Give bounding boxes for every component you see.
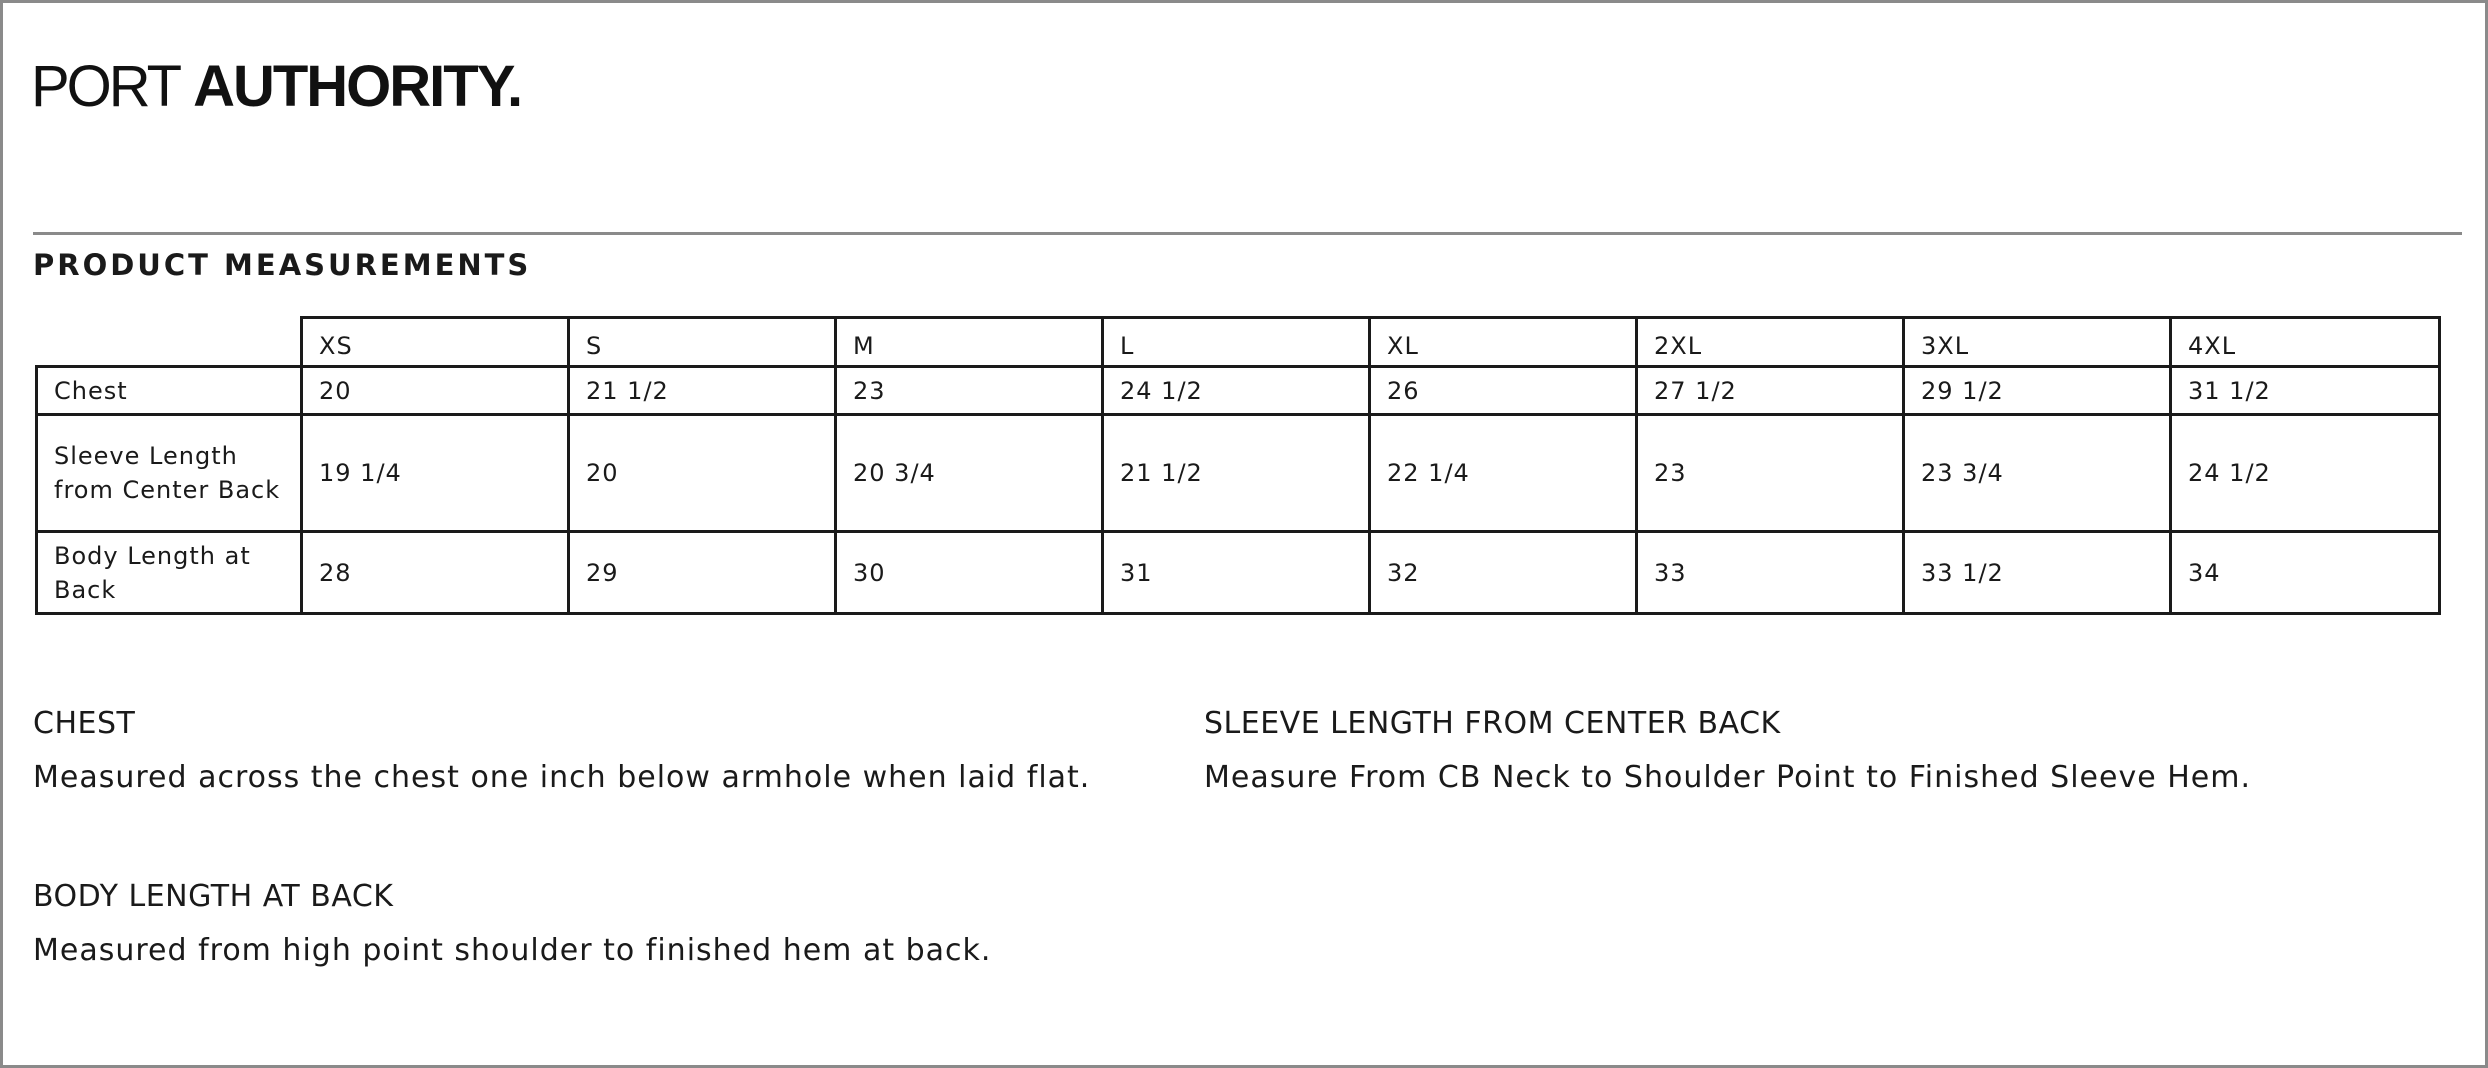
size-header-3xl: 3XL: [1904, 318, 2171, 367]
table-cell: 30: [836, 532, 1103, 614]
measurements-table: [35, 316, 2441, 615]
table-cell: 19 1/4: [302, 415, 569, 532]
table-cell: 27 1/2: [1637, 367, 1904, 415]
table-cell: 23: [836, 367, 1103, 415]
row-label-chest: Chest: [37, 367, 302, 415]
table-cell: 29 1/2: [1904, 367, 2171, 415]
note-text-body-length: Measured from high point shoulder to finished hem at back.: [33, 933, 992, 968]
size-header-xl: XL: [1370, 318, 1637, 367]
table-cell: 20 3/4: [836, 415, 1103, 532]
section-title: PRODUCT MEASUREMENTS: [33, 248, 532, 282]
table-cell: 33: [1637, 532, 1904, 614]
header-divider: [33, 232, 2462, 235]
table-cell: 24 1/2: [1103, 367, 1370, 415]
size-header-2xl: 2XL: [1637, 318, 1904, 367]
table-cell: 31 1/2: [2171, 367, 2440, 415]
measurement-note-chest: [33, 704, 1090, 798]
note-heading-body-length: BODY LENGTH AT BACK: [33, 879, 394, 914]
brand-logo-word-authority: AUTHORITY.: [193, 54, 522, 119]
size-header-xs: XS: [302, 318, 569, 367]
table-cell: 21 1/2: [569, 367, 836, 415]
table-cell: 29: [569, 532, 836, 614]
size-header-m: M: [836, 318, 1103, 367]
size-header-4xl: 4XL: [2171, 318, 2440, 367]
table-row-body-length: [37, 532, 2440, 614]
table-cell: 32: [1370, 532, 1637, 614]
size-header-s: S: [569, 318, 836, 367]
table-cell: 24 1/2: [2171, 415, 2440, 532]
table-cell: 20: [569, 415, 836, 532]
table-cell: 26: [1370, 367, 1637, 415]
note-text-sleeve-length: Measure From CB Neck to Shoulder Point to Finished Sleeve Hem.: [1204, 760, 2251, 795]
table-cell: 20: [302, 367, 569, 415]
table-cell: 23 3/4: [1904, 415, 2171, 532]
measurement-note-sleeve-length: [1204, 704, 2251, 798]
note-text-chest: Measured across the chest one inch below armhole when laid flat.: [33, 760, 1091, 795]
brand-logo-word-port: PORT: [31, 54, 180, 119]
size-header-l: L: [1103, 318, 1370, 367]
table-cell: 22 1/4: [1370, 415, 1637, 532]
table-corner-cell: [37, 318, 302, 367]
row-label-body-length: Body Length at Back: [37, 532, 302, 614]
table-cell: 33 1/2: [1904, 532, 2171, 614]
measurement-note-body-length: [33, 877, 991, 971]
note-heading-sleeve-length: SLEEVE LENGTH FROM CENTER BACK: [1204, 706, 1781, 741]
table-cell: 34: [2171, 532, 2440, 614]
note-heading-chest: CHEST: [33, 706, 136, 741]
table-cell: 28: [302, 532, 569, 614]
table-row-sleeve-length: [37, 415, 2440, 532]
table-row-chest: [37, 367, 2440, 415]
brand-logo: [31, 55, 521, 119]
table-cell: 21 1/2: [1103, 415, 1370, 532]
row-label-sleeve-length: Sleeve Length from Center Back: [37, 415, 302, 532]
table-cell: 31: [1103, 532, 1370, 614]
table-cell: 23: [1637, 415, 1904, 532]
size-header-row: [37, 318, 2440, 367]
